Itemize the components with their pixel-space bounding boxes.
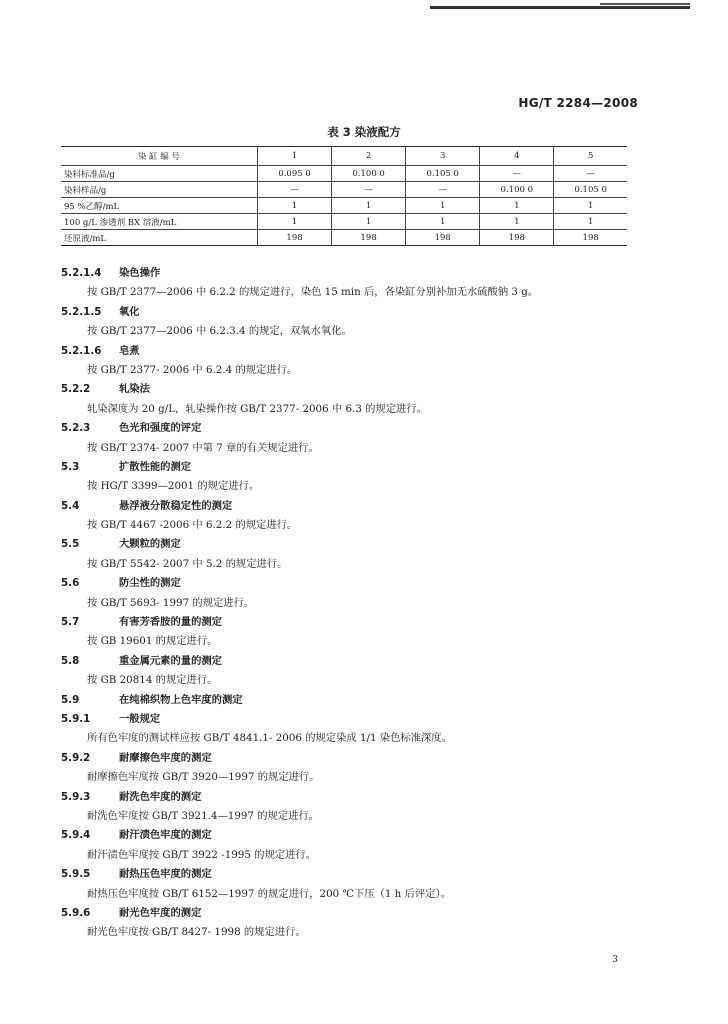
section-paragraph: 按 GB/T 2374- 2007 中第 7 章的有关规定进行。 bbox=[87, 441, 319, 454]
table-cell: 1 bbox=[332, 214, 406, 230]
table-header-cell: 3 bbox=[406, 147, 480, 166]
table-cell: 95 %乙醇/mL bbox=[61, 198, 258, 214]
section-heading bbox=[61, 342, 661, 361]
dye-recipe-table bbox=[61, 146, 627, 246]
table-header-cell: 染 缸 编 号 bbox=[61, 147, 258, 166]
table-header-cell: 4 bbox=[480, 147, 554, 166]
section-number: 5.9.2 bbox=[61, 751, 91, 764]
table-cell: 1 bbox=[258, 198, 332, 214]
section-title: 有害芳香胺的量的测定 bbox=[119, 616, 222, 629]
table-cell: 1 bbox=[332, 198, 406, 214]
section-title: 耐洗色牢度的测定 bbox=[119, 790, 202, 803]
section-heading bbox=[61, 749, 661, 768]
section-title: 防尘性的测定 bbox=[119, 577, 181, 590]
table-cell: 1 bbox=[554, 214, 627, 230]
section-title: 耐摩擦色牢度的测定 bbox=[119, 751, 212, 764]
section-number: 5.8 bbox=[61, 654, 80, 667]
section-heading bbox=[61, 380, 661, 399]
table-cell: 1 bbox=[480, 198, 554, 214]
table-cell: — bbox=[554, 166, 627, 182]
section-heading bbox=[61, 613, 661, 632]
section-number: 5.9.5 bbox=[61, 868, 91, 881]
section-title: 重金属元素的量的测定 bbox=[119, 654, 222, 667]
section-number: 5.9.4 bbox=[61, 829, 91, 842]
table-row bbox=[61, 166, 627, 182]
section-number: 5.6 bbox=[61, 577, 80, 590]
section-title: 一般规定 bbox=[119, 712, 161, 725]
section-number: 5.2.2 bbox=[61, 383, 91, 396]
table-cell: 1 bbox=[554, 198, 627, 214]
table-cell: 0.105 0 bbox=[554, 182, 627, 198]
section-heading bbox=[61, 419, 661, 438]
section-number: 5.5 bbox=[61, 538, 80, 551]
section-number: 5.2.1.4 bbox=[61, 267, 102, 279]
section-title: 在纯棉织物上色牢度的测定 bbox=[119, 693, 243, 706]
section-title: 轧染法 bbox=[119, 383, 150, 396]
table-cell: 198 bbox=[406, 230, 480, 246]
section-heading bbox=[61, 497, 661, 516]
section-title: 色光和强度的评定 bbox=[119, 422, 202, 435]
table-cell: 染料样品/g bbox=[61, 182, 258, 198]
table-cell: 198 bbox=[332, 230, 406, 246]
table-cell: 0.095 0 bbox=[258, 166, 332, 182]
section-paragraph: 按 GB/T 5542- 2007 中 5.2 的规定进行。 bbox=[87, 557, 288, 570]
section-title: 悬浮液分散稳定性的测定 bbox=[119, 499, 233, 512]
section-heading bbox=[61, 574, 661, 593]
section-paragraph: 所有色牢度的测试样应按 GB/T 4841.1- 2006 的规定染成 1/1 染色标准深度。 bbox=[87, 732, 452, 745]
standard-code: HG/T 2284—2008 bbox=[518, 96, 638, 110]
table-cell: 还原液/mL bbox=[61, 230, 258, 246]
table-header-row bbox=[61, 147, 627, 166]
section-number: 5.9.3 bbox=[61, 790, 91, 803]
table-cell: 1 bbox=[480, 214, 554, 230]
section-title: 扩散性能的测定 bbox=[119, 460, 192, 473]
section-heading bbox=[61, 458, 661, 477]
section-heading bbox=[61, 652, 661, 671]
table-cell: 198 bbox=[554, 230, 627, 246]
section-paragraph: 耐热压色牢度按 GB/T 6152—1997 的规定进行，200 ℃下压（1 h 后评定）。 bbox=[87, 887, 451, 900]
section-number: 5.2.1.6 bbox=[61, 344, 102, 357]
section-paragraph: 按 GB/T 4467 -2006 中 6.2.2 的规定进行。 bbox=[87, 519, 298, 532]
table-cell: — bbox=[480, 166, 554, 182]
section-title: 染色操作 bbox=[119, 267, 161, 279]
table-header-cell: 5 bbox=[554, 147, 627, 166]
section-paragraph: 按 HG/T 3399—2001 的规定进行。 bbox=[87, 480, 260, 493]
section-heading bbox=[61, 264, 661, 283]
table-row bbox=[61, 182, 627, 198]
section-paragraph: 按 GB/T 2377—2006 中 6.2.2 的规定进行，染色 15 min 后，各染缸分别补加无水硫酸钠 3 g。 bbox=[87, 286, 539, 299]
section-title: 氧化 bbox=[119, 305, 140, 318]
section-heading bbox=[61, 710, 661, 729]
section-paragraph: 按 GB 19601 的规定进行。 bbox=[87, 635, 218, 648]
section-number: 5.3 bbox=[61, 460, 80, 473]
table-header-cell: 1 bbox=[258, 147, 332, 166]
section-heading bbox=[61, 535, 661, 554]
header-rule-accent bbox=[600, 3, 690, 5]
section-title: 耐热压色牢度的测定 bbox=[119, 868, 212, 881]
section-number: 5.2.1.5 bbox=[61, 305, 102, 318]
section-number: 5.9 bbox=[61, 693, 80, 706]
section-paragraph: 耐光色牢度按 GB/T 8427- 1998 的规定进行。 bbox=[87, 926, 306, 939]
table-cell: 染料标准品/g bbox=[61, 166, 258, 182]
page-number: 3 bbox=[612, 955, 618, 965]
section-paragraph: 耐摩擦色牢度按 GB/T 3920—1997 的规定进行。 bbox=[87, 771, 320, 784]
section-title: 大颗粒的测定 bbox=[119, 538, 181, 551]
header-rule bbox=[430, 6, 690, 9]
table-cell: 0.105 0 bbox=[406, 166, 480, 182]
table-cell: — bbox=[406, 182, 480, 198]
table-cell: 100 g/L 渗透剂 BX 溶液/mL bbox=[61, 214, 258, 230]
document-sections bbox=[61, 264, 661, 943]
table-cell: — bbox=[332, 182, 406, 198]
table-cell: 0.100 0 bbox=[332, 166, 406, 182]
section-heading bbox=[61, 826, 661, 845]
table-header-cell: 2 bbox=[332, 147, 406, 166]
section-paragraph: 按 GB/T 2377- 2006 中 6.2.4 的规定进行。 bbox=[87, 363, 298, 376]
table-caption: 表 3 染液配方 bbox=[327, 125, 401, 139]
table-row bbox=[61, 214, 627, 230]
section-heading bbox=[61, 691, 661, 710]
table-cell: 198 bbox=[480, 230, 554, 246]
table-cell: 1 bbox=[258, 214, 332, 230]
table-cell: — bbox=[258, 182, 332, 198]
section-title: 皂煮 bbox=[119, 344, 140, 357]
section-paragraph: 按 GB/T 2377—2006 中 6.2.3.4 的规定，双氧水氧化。 bbox=[87, 325, 352, 338]
table-cell: 198 bbox=[258, 230, 332, 246]
table-row bbox=[61, 230, 627, 246]
table-row bbox=[61, 198, 627, 214]
section-number: 5.4 bbox=[61, 499, 80, 512]
section-paragraph: 耐汗渍色牢度按 GB/T 3922 -1995 的规定进行。 bbox=[87, 848, 316, 861]
section-number: 5.7 bbox=[61, 616, 80, 629]
section-number: 5.2.3 bbox=[61, 422, 91, 435]
table-cell: 1 bbox=[406, 198, 480, 214]
section-paragraph: 轧染深度为 20 g/L，轧染操作按 GB/T 2377- 2006 中 6.3 的规定进行。 bbox=[87, 402, 427, 415]
section-heading bbox=[61, 904, 661, 923]
section-heading bbox=[61, 303, 661, 322]
section-paragraph: 按 GB 20814 的规定进行。 bbox=[87, 674, 218, 687]
section-title: 耐汗渍色牢度的测定 bbox=[119, 829, 212, 842]
section-paragraph: 按 GB/T 5693- 1997 的规定进行。 bbox=[87, 596, 255, 609]
table-cell: 1 bbox=[406, 214, 480, 230]
table-cell: 0.100 0 bbox=[480, 182, 554, 198]
section-title: 耐光色牢度的测定 bbox=[119, 906, 202, 919]
section-heading bbox=[61, 865, 661, 884]
section-number: 5.9.1 bbox=[61, 712, 91, 725]
section-paragraph: 耐洗色牢度按 GB/T 3921.4—1997 的规定进行。 bbox=[87, 809, 320, 822]
section-number: 5.9.6 bbox=[61, 906, 91, 919]
section-heading bbox=[61, 788, 661, 807]
